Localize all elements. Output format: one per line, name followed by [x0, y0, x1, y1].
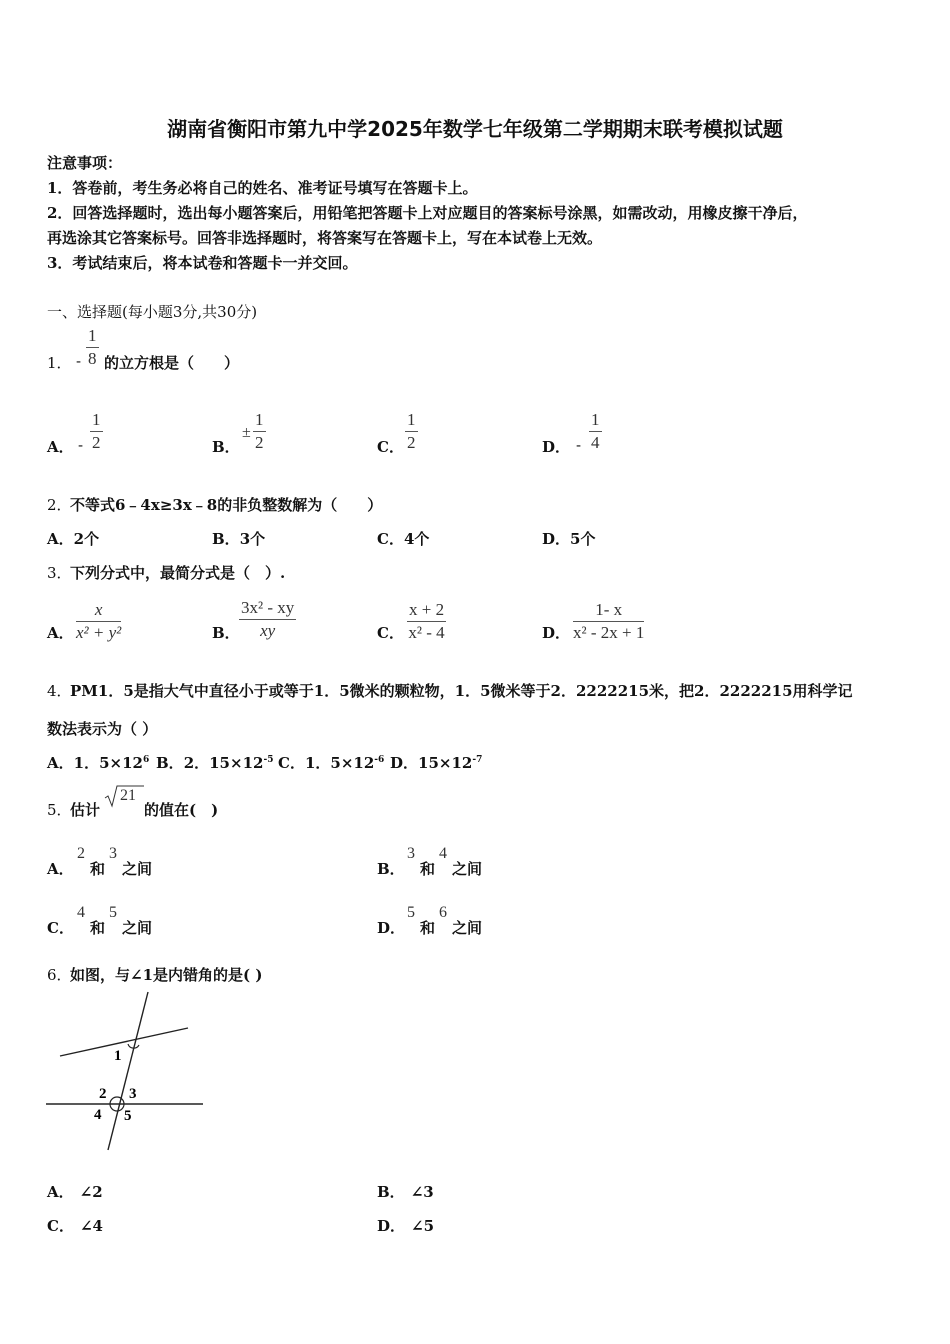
figure-label-4: 4: [94, 1107, 102, 1123]
q5-option-a-b: 3: [109, 845, 117, 862]
q1-fraction: [86, 326, 99, 369]
q2-option-c[interactable]: [377, 528, 429, 549]
q5-option-d-a: 5: [407, 904, 415, 921]
q1-option-b-sign: ±: [242, 424, 251, 441]
q2-option-a-text: 2个: [73, 530, 100, 548]
notice-item-3: 3．考试结束后，将本试卷和答题卡一并交回。: [47, 254, 358, 272]
q6-option-d-label: D．: [377, 1217, 406, 1235]
q5-option-d-b: 6: [439, 904, 447, 921]
q3-option-a-num: x: [76, 600, 121, 622]
q5-option-b-he: 和: [420, 860, 436, 878]
q1-number: 1．: [47, 354, 72, 372]
q3-option-b-num: 3x² - xy: [239, 598, 296, 620]
q4-option-b[interactable]: [156, 752, 273, 773]
q6-stem: 如图，与∠1是内错角的是( ): [70, 966, 263, 984]
q3-option-b-label[interactable]: B．: [212, 624, 240, 642]
q2-option-b-label: B．: [212, 530, 240, 548]
q5-option-b-label[interactable]: B．: [377, 860, 405, 878]
q5-option-c-label[interactable]: C．: [47, 919, 74, 937]
q4-option-d-base: 15×12: [418, 754, 473, 772]
q1-option-c-fraction: [405, 410, 418, 453]
notice-heading: 注意事项：: [47, 154, 123, 172]
q6-number: 6．: [47, 966, 72, 984]
q2-stem: 不等式6﹣4x≥3x﹣8的非负整数解为（ ）: [70, 496, 383, 514]
q2-option-c-label: C．: [377, 530, 404, 548]
q6-option-a-label: A．: [47, 1183, 74, 1201]
q5-sqrt: [104, 784, 144, 812]
q5-option-d-he: 和: [420, 919, 436, 937]
q5-option-b-b: 4: [439, 845, 447, 862]
q4-option-c-exp: -6: [374, 755, 385, 765]
q1-option-a-sign: -: [78, 436, 84, 454]
q5-option-c-a: 4: [77, 904, 85, 921]
q1-stem: 的立方根是（ ）: [104, 354, 240, 372]
q1-option-d-den: 4: [591, 433, 600, 452]
q2-option-b[interactable]: [212, 528, 265, 549]
q5-option-a-a: 2: [77, 845, 85, 862]
q1-option-b-label[interactable]: B．: [212, 438, 240, 456]
q3-option-d-label[interactable]: D．: [542, 624, 571, 642]
figure-label-2: 2: [99, 1086, 107, 1102]
q5-option-d-between: 之间: [452, 919, 483, 937]
notice-item-2-cont: 再选涂其它答案标号。回答非选择题时，将答案写在答题卡上，写在本试卷上无效。: [47, 229, 603, 247]
q4-option-a-exp: 6: [142, 755, 150, 765]
q4-option-a-base: 1．5×12: [73, 754, 143, 772]
q6-option-d-text: ∠5: [411, 1217, 435, 1235]
q1-option-b-den: 2: [255, 433, 264, 452]
q2-option-c-text: 4个: [403, 530, 430, 548]
q2-option-d-label: D．: [542, 530, 571, 548]
q5-option-b-between: 之间: [452, 860, 483, 878]
q1-option-d-fraction: [589, 410, 602, 453]
q5-option-a-he: 和: [90, 860, 106, 878]
q5-option-a-between: 之间: [122, 860, 153, 878]
q6-option-a[interactable]: [47, 1181, 103, 1202]
transversal-line: [108, 992, 148, 1150]
q4-option-b-base: 2．15×12: [183, 754, 264, 772]
q3-option-d-fraction: [573, 600, 644, 643]
q2-option-a-label: A．: [47, 530, 74, 548]
q3-option-c-den: x² - 4: [408, 623, 445, 642]
q3-option-a-label[interactable]: A．: [47, 624, 74, 642]
figure-label-5: 5: [124, 1108, 132, 1124]
exam-title: 湖南省衡阳市第九中学2025年数学七年级第二学期期末联考模拟试题: [167, 117, 783, 141]
q4-option-d[interactable]: [390, 752, 482, 773]
q4-option-a[interactable]: [47, 752, 149, 773]
q5-option-c-b: 5: [109, 904, 117, 921]
q1-option-d-sign: -: [576, 436, 582, 454]
q2-option-b-text: 3个: [239, 530, 266, 548]
q3-option-a-fraction: [76, 600, 121, 643]
q5-option-d-label[interactable]: D．: [377, 919, 406, 937]
q3-option-d-num: 1- x: [573, 600, 644, 622]
q6-option-b[interactable]: [377, 1181, 434, 1202]
q4-number: 4．: [47, 682, 72, 700]
q4-option-a-label: A．: [47, 754, 74, 772]
q1-option-a-num: 1: [90, 410, 103, 432]
q2-option-d[interactable]: [542, 528, 595, 549]
q5-number: 5．: [47, 801, 72, 819]
q4-option-b-exp: -5: [263, 755, 274, 765]
q3-option-c-label[interactable]: C．: [377, 624, 404, 642]
q3-option-a-den: x² + y²: [76, 623, 122, 642]
upper-line: [60, 1028, 188, 1056]
q4-option-d-label: D．: [390, 754, 419, 772]
q4-stem-line1: PM1．5是指大气中直径小于或等于1．5微米的颗粒物，1．5微米等于2．2222215米，把2．2222215用科学记: [70, 682, 853, 700]
q5-stem-pre: 估计: [70, 801, 101, 819]
q3-option-d-den: x² - 2x + 1: [573, 623, 645, 642]
q5-option-a-label[interactable]: A．: [47, 860, 74, 878]
q1-option-c-label[interactable]: C．: [377, 438, 404, 456]
q6-option-d[interactable]: [377, 1215, 434, 1236]
q3-option-b-fraction: [239, 598, 296, 641]
q6-option-c-label: C．: [47, 1217, 74, 1235]
q6-angle-figure: [40, 990, 215, 1155]
q4-option-b-label: B．: [156, 754, 184, 772]
q4-option-c[interactable]: [278, 752, 384, 773]
q3-option-c-fraction: [407, 600, 446, 643]
section-heading: 一、选择题(每小题3分,共30分): [47, 303, 258, 321]
q1-option-a-fraction: [90, 410, 103, 453]
q1-option-c-num: 1: [405, 410, 418, 432]
q6-option-a-text: ∠2: [79, 1183, 103, 1201]
notice-item-2: 2．回答选择题时，选出每小题答案后，用铅笔把答题卡上对应题目的答案标号涂黑，如需改动，用橡皮擦干净后，: [47, 204, 808, 222]
q3-number: 3．: [47, 564, 72, 582]
q1-option-c-den: 2: [407, 433, 416, 452]
q1-option-d-num: 1: [589, 410, 602, 432]
q1-option-b-num: 1: [253, 410, 266, 432]
notice-item-1: 1．答卷前，考生务必将自己的姓名、准考证号填写在答题卡上。: [47, 179, 478, 197]
q6-option-b-label: B．: [377, 1183, 405, 1201]
q5-option-c-between: 之间: [122, 919, 153, 937]
q1-minus: -: [76, 352, 82, 370]
q1-option-a-den: 2: [92, 433, 101, 452]
figure-label-3: 3: [129, 1086, 137, 1102]
q1-option-b-fraction: [253, 410, 266, 453]
q1-fraction-den: 8: [88, 349, 97, 368]
q4-option-d-exp: -7: [472, 755, 483, 765]
q3-option-b-den: xy: [260, 621, 276, 640]
q3-option-c-num: x + 2: [407, 600, 446, 622]
q6-option-c-text: ∠4: [79, 1217, 103, 1235]
q5-stem-post: 的值在( ): [144, 801, 219, 819]
q5-option-c-he: 和: [90, 919, 106, 937]
q6-option-c[interactable]: [47, 1215, 103, 1236]
q3-stem: 下列分式中，最简分式是（ ）.: [70, 564, 286, 582]
q2-option-a[interactable]: [47, 528, 99, 549]
q6-option-b-text: ∠3: [410, 1183, 434, 1201]
q4-stem-line2: 数法表示为（ ）: [47, 720, 158, 738]
q4-option-c-label: C．: [278, 754, 305, 772]
figure-label-1: 1: [114, 1048, 122, 1064]
q4-option-c-base: 1．5×12: [304, 754, 375, 772]
q5-option-b-a: 3: [407, 845, 415, 862]
q2-option-d-text: 5个: [570, 530, 596, 548]
q1-option-d-label[interactable]: D．: [542, 438, 571, 456]
q5-radicand: 21: [120, 787, 136, 804]
q1-option-a-label[interactable]: A．: [47, 438, 74, 456]
q2-number: 2．: [47, 496, 72, 514]
q1-fraction-num: 1: [86, 326, 99, 348]
